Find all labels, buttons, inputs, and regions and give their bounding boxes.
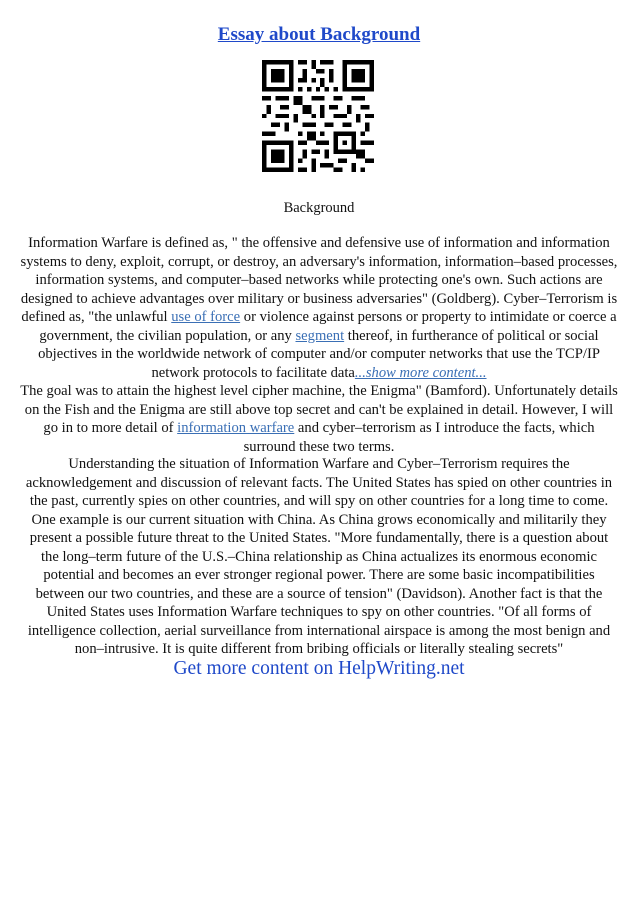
- link-use-of-force[interactable]: use of force: [171, 309, 241, 325]
- paragraph-2: Understanding the situation of Information Warfare and Cyber–Terrorism requires the acknowledgement and discussion of relevant facts. The United States has spied on other countries in the past, currently spies on other countries, and will spy on other countries for a long time to come. One example is our current situation with China. As China grows economically and militarily they present a possible future threat to the United States. "More fundamentally, there is a question about the long–term future of the U.S.–China relationship as China actualizes its enormous economic potential and becomes an ever stronger regional power. There are some basic incompatibilities between our two countries, and these are a source of tension" (Davidson). Another fact is that the United States uses Information Warfare techniques to spy on other countries. "Of all forms of intelligence collection, aerial surveillance from international airspace is among the most benign and non–intrusive. It is quite different from bribing officials or literally stealing secrets": [25, 456, 613, 657]
- paragraph-1-text-a: Information Warfare is defined as, " the offensive and defensive use of information and information systems to deny, exploit, corrupt, or destroy, an adversary's information, information–based processes, information systems, and computer–based networks while protecting one's own. Such actions are designed to achieve advantages over military or business adversaries" (Goldberg). Cyber–Terrorism is defined as, "the unlawful: [20, 235, 618, 325]
- paragraph-1-text-b: or violence against persons or property to intimidate or coerce a government, the civilian population, or any: [39, 309, 617, 344]
- paragraph-1-text-e: and cyber–terrorism as I introduce the facts, which surround these two terms.: [243, 420, 595, 455]
- paragraph-1-text-d: The goal was to attain the highest level cipher machine, the Enigma" (Bamford). Unfortunately details on the Fish and the Enigma are still above top secret and can't be explained in detail. However, I will go in to more detail of: [20, 383, 618, 436]
- link-segment[interactable]: segment: [295, 327, 345, 344]
- show-more-link[interactable]: ...show more content...: [354, 364, 487, 381]
- page-title[interactable]: Essay about Background: [217, 24, 421, 45]
- paragraph-1: [20, 234, 618, 456]
- paragraph-1-text-c: thereof, in furtherance of political or social objectives in the worldwide network of computer and/or computer networks that use the TCP/IP network protocols to facilitate data: [38, 327, 600, 381]
- qr-code: [262, 60, 374, 172]
- get-more-content-link[interactable]: Get more content on HelpWriting.net: [173, 658, 465, 679]
- section-heading: Background: [283, 200, 355, 216]
- link-information-warfare[interactable]: information warfare: [177, 420, 295, 436]
